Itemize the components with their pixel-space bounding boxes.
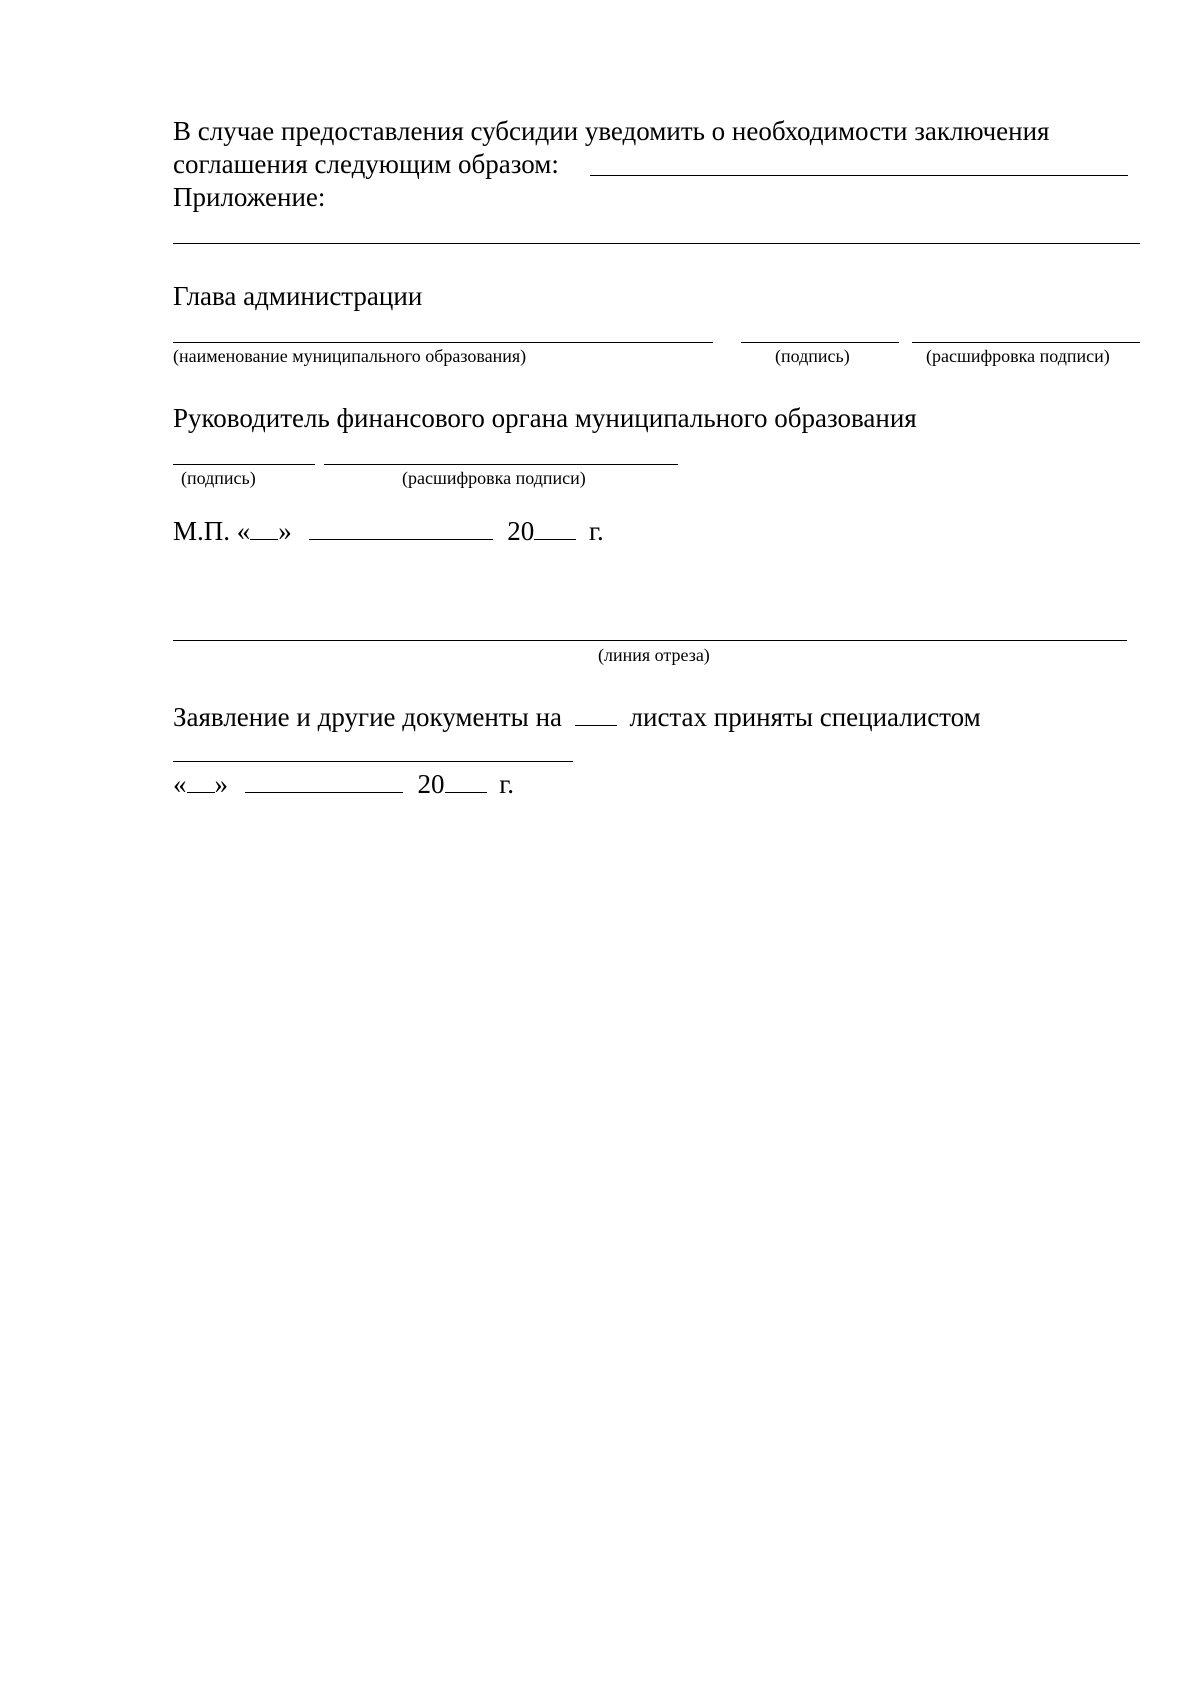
finance-signature-blank[interactable] [173,464,315,465]
finance-caption-signature: (подпись) [181,468,256,488]
received-year-prefix: 20 [417,769,445,799]
received-specialist-blank[interactable] [173,761,573,762]
notify-method-blank[interactable] [590,175,1128,176]
head-title: Глава администрации [173,281,423,311]
received-date-open: « [173,769,187,799]
head-caption-decoding: (расшифровка подписи) [926,346,1110,366]
notify-line-2-text: соглашения следующим образом: [173,149,559,179]
stamp-date-line [173,516,604,546]
stamp-prefix: М.П. « [173,516,251,546]
stamp-year-prefix: 20 [507,516,535,546]
head-municipality-blank[interactable] [173,342,713,343]
received-line [173,702,981,732]
finance-title: Руководитель финансового органа муниципального образования [173,403,917,433]
head-signature-blank[interactable] [741,342,899,343]
received-day-blank[interactable] [187,770,215,793]
received-text-before: Заявление и другие документы на [173,702,563,732]
received-year-suffix: г. [499,769,515,799]
head-decoding-blank[interactable] [912,342,1140,343]
stamp-month-blank[interactable] [309,517,493,540]
received-sheets-blank[interactable] [575,703,617,726]
received-month-blank[interactable] [245,770,403,793]
stamp-quote-close: » [278,516,292,546]
head-caption-signature: (подпись) [775,346,850,366]
received-text-after: листах приняты специалистом [629,702,981,732]
received-year-blank[interactable] [445,770,487,793]
stamp-day-blank[interactable] [250,517,278,540]
head-caption-municipality: (наименование муниципального образования) [173,346,527,366]
cut-line [173,640,1127,641]
stamp-year-suffix: г. [589,516,604,546]
appendix-label: Приложение: [173,182,326,212]
notify-line-2 [173,149,559,179]
received-date-close: » [214,769,228,799]
notify-line-1: В случае предоставления субсидии уведомить о необходимости заключения [173,116,1050,146]
cut-line-caption: (линия отреза) [598,645,710,665]
finance-caption-decoding: (расшифровка подписи) [402,468,586,488]
received-date-line [173,769,514,799]
finance-decoding-blank[interactable] [324,464,678,465]
stamp-year-blank[interactable] [534,517,576,540]
appendix-blank[interactable] [173,243,1140,244]
